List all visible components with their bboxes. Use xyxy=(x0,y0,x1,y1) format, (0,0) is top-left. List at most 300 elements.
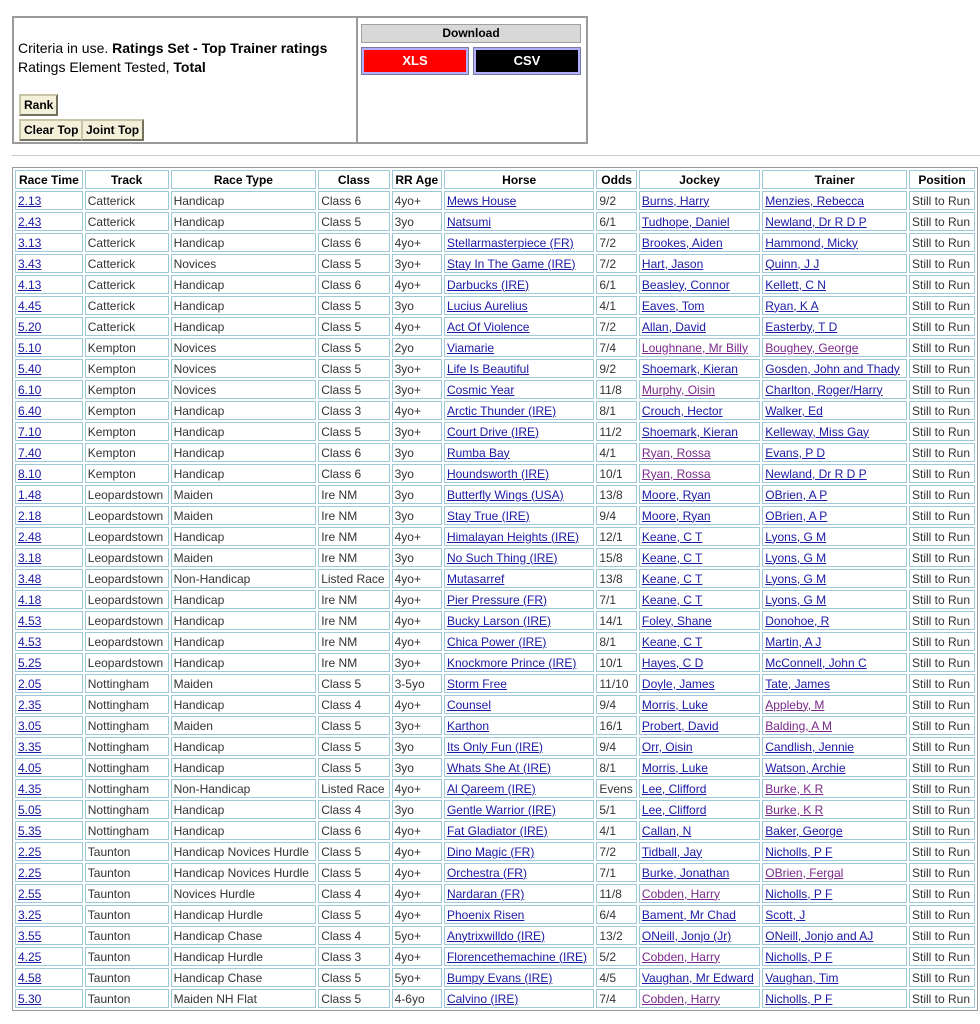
horse-link[interactable]: Mews House xyxy=(446,193,517,208)
jockey-link[interactable]: Ryan, Rossa xyxy=(641,466,711,481)
trainer-link[interactable]: Newland, Dr R D P xyxy=(765,466,867,481)
cell-track: Nottingham xyxy=(85,800,169,819)
race-time-link[interactable]: 4.05 xyxy=(18,760,42,775)
race-time-link[interactable]: 8.10 xyxy=(18,466,42,481)
column-header-odds: Odds xyxy=(596,170,637,189)
horse-link[interactable]: Florencethemachine (IRE) xyxy=(446,949,588,964)
cell-jockey xyxy=(639,905,760,924)
cell-race-type: Handicap xyxy=(171,233,317,252)
trainer-link[interactable]: Newland, Dr R D P xyxy=(765,214,867,229)
trainer-link[interactable]: Burke, K R xyxy=(765,781,824,796)
jockey-link[interactable]: Orr, Oisin xyxy=(641,739,693,754)
clear-top-button[interactable]: Clear Top xyxy=(19,119,83,141)
trainer-link[interactable]: OBrien, A P xyxy=(765,508,828,523)
race-time-link[interactable]: 5.20 xyxy=(18,319,42,334)
race-time-link[interactable]: 5.40 xyxy=(18,361,42,376)
race-time-link[interactable]: 4.35 xyxy=(18,781,42,796)
jockey-link[interactable]: Keane, C T xyxy=(641,592,703,607)
cell-track: Leopardstown xyxy=(85,590,169,609)
cell-horse xyxy=(444,590,594,609)
horse-link[interactable]: Phoenix Risen xyxy=(446,907,525,922)
table-row xyxy=(15,611,975,630)
criteria-box xyxy=(14,18,358,142)
trainer-link[interactable]: Scott, J xyxy=(765,907,806,922)
horse-link[interactable]: Stay In The Game (IRE) xyxy=(446,256,576,271)
jockey-link[interactable]: Brookes, Aiden xyxy=(641,235,723,250)
race-time-link[interactable]: 4.45 xyxy=(18,298,42,313)
horse-link[interactable]: Mutasarref xyxy=(446,571,505,586)
cell-trainer xyxy=(762,212,907,231)
cell-race-time xyxy=(15,968,83,987)
jockey-link[interactable]: Loughnane, Mr Billy xyxy=(641,340,748,355)
horse-link[interactable]: Court Drive (IRE) xyxy=(446,424,539,439)
cell-track: Nottingham xyxy=(85,758,169,777)
cell-position: Still to Run xyxy=(909,821,975,840)
jockey-link[interactable]: Hayes, C D xyxy=(641,655,704,670)
horse-link[interactable]: Cosmic Year xyxy=(446,382,515,397)
race-time-link[interactable]: 4.53 xyxy=(18,634,42,649)
race-time-link[interactable]: 5.25 xyxy=(18,655,42,670)
csv-download-button[interactable]: CSV xyxy=(474,48,580,74)
cell-race-type: Maiden xyxy=(171,548,317,567)
cell-position: Still to Run xyxy=(909,296,975,315)
trainer-link[interactable]: OBrien, A P xyxy=(765,487,828,502)
horse-link[interactable]: Al Qareem (IRE) xyxy=(446,781,536,796)
cell-class: Class 5 xyxy=(318,212,389,231)
cell-jockey xyxy=(639,779,760,798)
trainer-link[interactable]: Easterby, T D xyxy=(765,319,838,334)
cell-odds: 4/5 xyxy=(596,968,637,987)
race-time-link[interactable]: 4.53 xyxy=(18,613,42,628)
trainer-link[interactable]: Watson, Archie xyxy=(765,760,846,775)
cell-jockey xyxy=(639,254,760,273)
trainer-link[interactable]: Burke, K R xyxy=(765,802,824,817)
trainer-link[interactable]: Menzies, Rebecca xyxy=(765,193,864,208)
cell-jockey xyxy=(639,569,760,588)
trainer-link[interactable]: Walker, Ed xyxy=(765,403,823,418)
cell-jockey xyxy=(639,968,760,987)
cell-rr-age: 3yo xyxy=(392,443,442,462)
cell-race-time xyxy=(15,590,83,609)
horse-link[interactable]: No Such Thing (IRE) xyxy=(446,550,558,565)
trainer-link[interactable]: Lyons, G M xyxy=(765,550,827,565)
horse-link[interactable]: Nardaran (FR) xyxy=(446,886,525,901)
table-row xyxy=(15,989,975,1008)
table-row xyxy=(15,947,975,966)
cell-odds: 7/2 xyxy=(596,233,637,252)
trainer-link[interactable]: Ryan, K A xyxy=(765,298,819,313)
horse-link[interactable]: Its Only Fun (IRE) xyxy=(446,739,543,754)
cell-race-type: Handicap xyxy=(171,443,317,462)
jockey-link[interactable]: Cobden, Harry xyxy=(641,949,720,964)
race-table-container xyxy=(12,167,978,1011)
trainer-link[interactable]: Hammond, Micky xyxy=(765,235,858,250)
cell-trainer xyxy=(762,653,907,672)
jockey-link[interactable]: Burns, Harry xyxy=(641,193,710,208)
horse-link[interactable]: Lucius Aurelius xyxy=(446,298,528,313)
horse-link[interactable]: Darbucks (IRE) xyxy=(446,277,529,292)
jockey-link[interactable]: Beasley, Connor xyxy=(641,277,730,292)
cell-race-type: Handicap xyxy=(171,695,317,714)
cell-position: Still to Run xyxy=(909,485,975,504)
table-header-row xyxy=(15,170,975,189)
table-row xyxy=(15,338,975,357)
cell-position: Still to Run xyxy=(909,695,975,714)
criteria-prefix: Criteria in use. xyxy=(18,40,109,56)
trainer-link[interactable]: OBrien, Fergal xyxy=(765,865,844,880)
cell-horse xyxy=(444,464,594,483)
trainer-link[interactable]: Balding, A M xyxy=(765,718,832,733)
cell-class: Class 4 xyxy=(318,800,389,819)
cell-rr-age: 4yo+ xyxy=(392,233,442,252)
jockey-link[interactable]: Murphy, Oisin xyxy=(641,382,716,397)
race-time-link[interactable]: 4.18 xyxy=(18,592,42,607)
cell-track: Nottingham xyxy=(85,779,169,798)
race-time-link[interactable]: 3.35 xyxy=(18,739,42,754)
cell-position: Still to Run xyxy=(909,800,975,819)
cell-race-time xyxy=(15,947,83,966)
criteria-element-prefix: Ratings Element Tested, xyxy=(18,59,170,75)
cell-horse xyxy=(444,821,594,840)
trainer-link[interactable]: Kellett, C N xyxy=(765,277,826,292)
cell-race-time xyxy=(15,380,83,399)
trainer-link[interactable]: Quinn, J J xyxy=(765,256,820,271)
cell-horse xyxy=(444,695,594,714)
column-header-race-type: Race Type xyxy=(171,170,317,189)
table-row xyxy=(15,674,975,693)
cell-odds: 7/4 xyxy=(596,338,637,357)
horse-link[interactable]: Whats She At (IRE) xyxy=(446,760,552,775)
jockey-link[interactable]: Shoemark, Kieran xyxy=(641,361,738,376)
jockey-link[interactable]: Keane, C T xyxy=(641,634,703,649)
cell-class: Class 5 xyxy=(318,254,389,273)
jockey-link[interactable]: Cobden, Harry xyxy=(641,991,720,1006)
jockey-link[interactable]: Morris, Luke xyxy=(641,760,708,775)
jockey-link[interactable]: Cobden, Harry xyxy=(641,886,720,901)
trainer-link[interactable]: Gosden, John and Thady xyxy=(765,361,900,376)
race-time-link[interactable]: 3.05 xyxy=(18,718,42,733)
trainer-link[interactable]: Charlton, Roger/Harry xyxy=(765,382,883,397)
trainer-link[interactable]: Nicholls, P F xyxy=(765,844,833,859)
column-header-race-time: Race Time xyxy=(15,170,83,189)
trainer-link[interactable]: Lyons, G M xyxy=(765,571,827,586)
cell-odds: 16/1 xyxy=(596,716,637,735)
race-time-link[interactable]: 2.25 xyxy=(18,844,42,859)
cell-track: Leopardstown xyxy=(85,527,169,546)
cell-race-type: Handicap Hurdle xyxy=(171,905,317,924)
cell-race-time xyxy=(15,905,83,924)
trainer-link[interactable]: Lyons, G M xyxy=(765,592,827,607)
cell-rr-age: 4yo+ xyxy=(392,905,442,924)
cell-track: Taunton xyxy=(85,905,169,924)
cell-jockey xyxy=(639,842,760,861)
cell-track: Taunton xyxy=(85,926,169,945)
trainer-link[interactable]: Baker, George xyxy=(765,823,843,838)
cell-race-type: Handicap Hurdle xyxy=(171,947,317,966)
cell-class: Ire NM xyxy=(318,590,389,609)
jockey-link[interactable]: Lee, Clifford xyxy=(641,802,707,817)
cell-jockey xyxy=(639,800,760,819)
jockey-link[interactable]: Vaughan, Mr Edward xyxy=(641,970,754,985)
horse-link[interactable]: Anytrixwilldo (IRE) xyxy=(446,928,545,943)
cell-class: Class 5 xyxy=(318,842,389,861)
horse-link[interactable]: Dino Magic (FR) xyxy=(446,844,535,859)
jockey-link[interactable]: Allan, David xyxy=(641,319,706,334)
cell-jockey xyxy=(639,191,760,210)
horse-link[interactable]: Storm Free xyxy=(446,676,507,691)
cell-trainer xyxy=(762,443,907,462)
jockey-link[interactable]: Moore, Ryan xyxy=(641,487,711,502)
race-time-link[interactable]: 2.18 xyxy=(18,508,42,523)
cell-race-type: Non-Handicap xyxy=(171,569,317,588)
cell-trainer xyxy=(762,191,907,210)
horse-link[interactable]: Orchestra (FR) xyxy=(446,865,527,880)
cell-rr-age: 4yo+ xyxy=(392,317,442,336)
joint-top-button[interactable]: Joint Top xyxy=(81,119,144,141)
cell-trainer xyxy=(762,590,907,609)
horse-link[interactable]: Rumba Bay xyxy=(446,445,510,460)
jockey-link[interactable]: Burke, Jonathan xyxy=(641,865,730,880)
cell-position: Still to Run xyxy=(909,863,975,882)
horse-link[interactable]: Stellarmasterpiece (FR) xyxy=(446,235,574,250)
horse-link[interactable]: Calvino (IRE) xyxy=(446,991,519,1006)
jockey-link[interactable]: Doyle, James xyxy=(641,676,715,691)
trainer-link[interactable]: Nicholls, P F xyxy=(765,991,833,1006)
cell-jockey xyxy=(639,401,760,420)
cell-position: Still to Run xyxy=(909,989,975,1008)
jockey-link[interactable]: Keane, C T xyxy=(641,550,703,565)
cell-jockey xyxy=(639,863,760,882)
cell-class: Class 6 xyxy=(318,464,389,483)
cell-position: Still to Run xyxy=(909,212,975,231)
cell-rr-age: 4yo+ xyxy=(392,527,442,546)
jockey-link[interactable]: Lee, Clifford xyxy=(641,781,707,796)
trainer-link[interactable]: Appleby, M xyxy=(765,697,825,712)
column-header-jockey: Jockey xyxy=(639,170,760,189)
cell-class: Class 5 xyxy=(318,359,389,378)
horse-link[interactable]: Gentle Warrior (IRE) xyxy=(446,802,556,817)
trainer-link[interactable]: Martin, A J xyxy=(765,634,822,649)
horse-link[interactable]: Fat Gladiator (IRE) xyxy=(446,823,548,838)
criteria-panel xyxy=(12,16,588,144)
race-time-link[interactable]: 2.13 xyxy=(18,193,42,208)
horse-link[interactable]: Bumpy Evans (IRE) xyxy=(446,970,553,985)
horse-link[interactable]: Houndsworth (IRE) xyxy=(446,466,550,481)
cell-position: Still to Run xyxy=(909,947,975,966)
horse-link[interactable]: Life Is Beautiful xyxy=(446,361,530,376)
trainer-link[interactable]: Tate, James xyxy=(765,676,830,691)
jockey-link[interactable]: Bament, Mr Chad xyxy=(641,907,736,922)
cell-race-time xyxy=(15,191,83,210)
table-row xyxy=(15,737,975,756)
cell-race-type: Handicap xyxy=(171,758,317,777)
cell-horse xyxy=(444,212,594,231)
cell-horse xyxy=(444,443,594,462)
cell-trainer xyxy=(762,296,907,315)
horse-link[interactable]: Natsumi xyxy=(446,214,491,229)
cell-rr-age: 4yo+ xyxy=(392,569,442,588)
jockey-link[interactable]: Hart, Jason xyxy=(641,256,704,271)
race-time-link[interactable]: 7.10 xyxy=(18,424,42,439)
cell-class: Class 5 xyxy=(318,716,389,735)
cell-position: Still to Run xyxy=(909,338,975,357)
race-time-link[interactable]: 1.48 xyxy=(18,487,42,502)
cell-class: Ire NM xyxy=(318,611,389,630)
horse-link[interactable]: Act Of Violence xyxy=(446,319,530,334)
race-time-link[interactable]: 3.13 xyxy=(18,235,42,250)
criteria-element: Total xyxy=(173,59,206,75)
horse-link[interactable]: Himalayan Heights (IRE) xyxy=(446,529,580,544)
cell-track: Kempton xyxy=(85,359,169,378)
race-time-link[interactable]: 2.35 xyxy=(18,697,42,712)
cell-jockey xyxy=(639,674,760,693)
cell-jockey xyxy=(639,716,760,735)
table-row xyxy=(15,485,975,504)
trainer-link[interactable]: Nicholls, P F xyxy=(765,949,833,964)
trainer-link[interactable]: Evans, P D xyxy=(765,445,826,460)
trainer-link[interactable]: Vaughan, Tim xyxy=(765,970,839,985)
trainer-link[interactable]: Lyons, G M xyxy=(765,529,827,544)
cell-race-type: Handicap Novices Hurdle xyxy=(171,842,317,861)
cell-race-type: Maiden xyxy=(171,674,317,693)
table-row xyxy=(15,632,975,651)
rank-button[interactable]: Rank xyxy=(19,94,58,116)
horse-link[interactable]: Bucky Larson (IRE) xyxy=(446,613,552,628)
cell-jockey xyxy=(639,443,760,462)
horse-link[interactable]: Counsel xyxy=(446,697,491,712)
cell-rr-age: 3yo xyxy=(392,464,442,483)
jockey-link[interactable]: Probert, David xyxy=(641,718,719,733)
table-row xyxy=(15,422,975,441)
trainer-link[interactable]: Donohoe, R xyxy=(765,613,830,628)
race-time-link[interactable]: 5.35 xyxy=(18,823,42,838)
race-time-link[interactable]: 3.43 xyxy=(18,256,42,271)
cell-odds: 14/1 xyxy=(596,611,637,630)
horse-link[interactable]: Pier Pressure (FR) xyxy=(446,592,547,607)
horse-link[interactable]: Stay True (IRE) xyxy=(446,508,530,523)
jockey-link[interactable]: ONeill, Jonjo (Jr) xyxy=(641,928,732,943)
trainer-link[interactable]: Boughey, George xyxy=(765,340,859,355)
race-time-link[interactable]: 3.18 xyxy=(18,550,42,565)
cell-race-time xyxy=(15,422,83,441)
race-time-link[interactable]: 2.48 xyxy=(18,529,42,544)
trainer-link[interactable]: McConnell, John C xyxy=(765,655,867,670)
race-time-link[interactable]: 5.05 xyxy=(18,802,42,817)
jockey-link[interactable]: Keane, C T xyxy=(641,571,703,586)
jockey-link[interactable]: Foley, Shane xyxy=(641,613,712,628)
cell-jockey xyxy=(639,632,760,651)
race-time-link[interactable]: 2.43 xyxy=(18,214,42,229)
cell-horse xyxy=(444,905,594,924)
race-time-link[interactable]: 2.05 xyxy=(18,676,42,691)
cell-trainer xyxy=(762,338,907,357)
race-time-link[interactable]: 6.40 xyxy=(18,403,42,418)
cell-jockey xyxy=(639,758,760,777)
table-row xyxy=(15,317,975,336)
race-time-link[interactable]: 7.40 xyxy=(18,445,42,460)
cell-rr-age: 4yo+ xyxy=(392,779,442,798)
jockey-link[interactable]: Moore, Ryan xyxy=(641,508,711,523)
race-time-link[interactable]: 5.10 xyxy=(18,340,42,355)
horse-link[interactable]: Knockmore Prince (IRE) xyxy=(446,655,577,670)
cell-class: Class 6 xyxy=(318,191,389,210)
table-row xyxy=(15,380,975,399)
race-time-link[interactable]: 2.55 xyxy=(18,886,42,901)
cell-rr-age: 5yo+ xyxy=(392,926,442,945)
horse-link[interactable]: Arctic Thunder (IRE) xyxy=(446,403,557,418)
race-time-link[interactable]: 4.25 xyxy=(18,949,42,964)
cell-position: Still to Run xyxy=(909,317,975,336)
cell-position: Still to Run xyxy=(909,569,975,588)
jockey-link[interactable]: Ryan, Rossa xyxy=(641,445,711,460)
cell-track: Taunton xyxy=(85,842,169,861)
jockey-link[interactable]: Crouch, Hector xyxy=(641,403,723,418)
jockey-link[interactable]: Morris, Luke xyxy=(641,697,708,712)
race-time-link[interactable]: 4.13 xyxy=(18,277,42,292)
jockey-link[interactable]: Tidball, Jay xyxy=(641,844,703,859)
horse-link[interactable]: Butterfly Wings (USA) xyxy=(446,487,564,502)
cell-track: Kempton xyxy=(85,443,169,462)
cell-trainer xyxy=(762,233,907,252)
table-row xyxy=(15,926,975,945)
race-time-link[interactable]: 3.25 xyxy=(18,907,42,922)
cell-trainer xyxy=(762,485,907,504)
xls-download-button[interactable]: XLS xyxy=(362,48,468,74)
jockey-link[interactable]: Shoemark, Kieran xyxy=(641,424,738,439)
cell-odds: 4/1 xyxy=(596,296,637,315)
trainer-link[interactable]: Candlish, Jennie xyxy=(765,739,854,754)
horse-link[interactable]: Karthon xyxy=(446,718,489,733)
cell-position: Still to Run xyxy=(909,779,975,798)
race-time-link[interactable]: 6.10 xyxy=(18,382,42,397)
race-time-link[interactable]: 3.55 xyxy=(18,928,42,943)
cell-horse xyxy=(444,338,594,357)
race-time-link[interactable]: 5.30 xyxy=(18,991,42,1006)
jockey-link[interactable]: Tudhope, Daniel xyxy=(641,214,730,229)
cell-race-time xyxy=(15,548,83,567)
cell-race-type: Novices xyxy=(171,338,317,357)
trainer-link[interactable]: Nicholls, P F xyxy=(765,886,833,901)
cell-jockey xyxy=(639,695,760,714)
race-time-link[interactable]: 2.25 xyxy=(18,865,42,880)
table-row xyxy=(15,464,975,483)
race-time-link[interactable]: 3.48 xyxy=(18,571,42,586)
horse-link[interactable]: Viamarie xyxy=(446,340,495,355)
trainer-link[interactable]: Kelleway, Miss Gay xyxy=(765,424,870,439)
cell-track: Catterick xyxy=(85,254,169,273)
cell-horse xyxy=(444,737,594,756)
horse-link[interactable]: Chica Power (IRE) xyxy=(446,634,547,649)
trainer-link[interactable]: ONeill, Jonjo and AJ xyxy=(765,928,874,943)
jockey-link[interactable]: Keane, C T xyxy=(641,529,703,544)
cell-race-time xyxy=(15,821,83,840)
cell-position: Still to Run xyxy=(909,464,975,483)
cell-race-type: Handicap xyxy=(171,401,317,420)
jockey-link[interactable]: Callan, N xyxy=(641,823,692,838)
cell-rr-age: 3yo+ xyxy=(392,254,442,273)
cell-race-type: Maiden xyxy=(171,506,317,525)
cell-rr-age: 4yo+ xyxy=(392,842,442,861)
cell-track: Taunton xyxy=(85,968,169,987)
cell-class: Class 4 xyxy=(318,926,389,945)
cell-horse xyxy=(444,527,594,546)
race-time-link[interactable]: 4.58 xyxy=(18,970,42,985)
jockey-link[interactable]: Eaves, Tom xyxy=(641,298,705,313)
cell-position: Still to Run xyxy=(909,254,975,273)
cell-track: Kempton xyxy=(85,380,169,399)
cell-position: Still to Run xyxy=(909,842,975,861)
cell-rr-age: 4yo+ xyxy=(392,863,442,882)
